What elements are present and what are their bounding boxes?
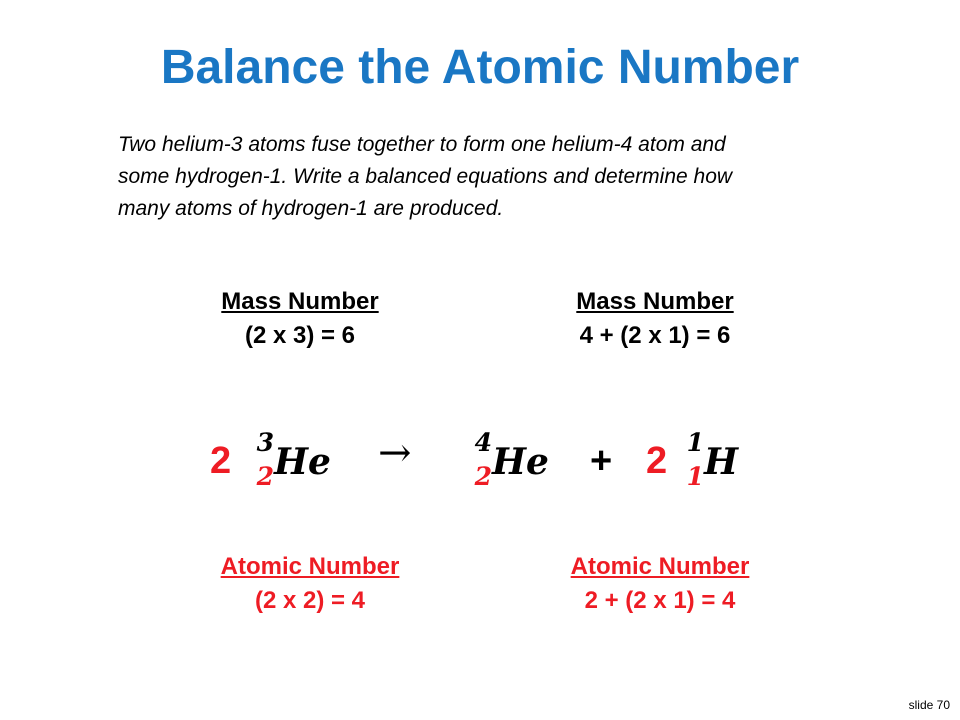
- reaction-arrow: →: [378, 430, 412, 476]
- product-hydrogen-1: [676, 428, 786, 498]
- atomic-number-products: [520, 550, 800, 618]
- problem-statement: [118, 129, 858, 225]
- mass-number-header: Mass Number: [576, 288, 734, 315]
- atomic-number: 2: [256, 462, 274, 491]
- problem-line: many atoms of hydrogen-1 are produced.: [118, 197, 504, 220]
- slide-number: slide 70: [908, 698, 950, 712]
- mass-number: 4: [474, 428, 492, 457]
- mass-number: 3: [256, 428, 274, 457]
- slide-title: Balance the Atomic Number: [160, 41, 800, 94]
- problem-line: some hydrogen-1. Write a balanced equations and determine how: [118, 165, 733, 188]
- element-symbol: He: [492, 441, 549, 483]
- mass-number: 1: [686, 428, 704, 457]
- reactant-helium-3: [246, 428, 356, 498]
- nuclear-equation: [0, 428, 960, 498]
- product-helium-4: [464, 428, 574, 498]
- atomic-number: 2: [474, 462, 492, 491]
- atomic-number: 1: [686, 462, 704, 491]
- element-symbol: He: [274, 441, 331, 483]
- atomic-number-header: Atomic Number: [570, 553, 750, 580]
- mass-number-expression: (2 x 3) = 6: [244, 322, 356, 349]
- reactant-coefficient: 2: [210, 440, 232, 482]
- atomic-number-expression: 2 + (2 x 1) = 4: [584, 587, 736, 614]
- element-symbol: H: [704, 441, 739, 483]
- mass-number-header: Mass Number: [221, 288, 379, 315]
- plus-sign: +: [590, 440, 613, 482]
- mass-number-expression: 4 + (2 x 1) = 6: [579, 322, 731, 349]
- product-coefficient: 2: [646, 440, 668, 482]
- mass-number-products: [520, 285, 790, 353]
- atomic-number-expression: (2 x 2) = 4: [254, 587, 366, 614]
- problem-line: Two helium-3 atoms fuse together to form one helium-4 atom and: [118, 133, 726, 156]
- atomic-number-reactants: [170, 550, 450, 618]
- mass-number-reactants: [170, 285, 430, 353]
- atomic-number-header: Atomic Number: [220, 553, 400, 580]
